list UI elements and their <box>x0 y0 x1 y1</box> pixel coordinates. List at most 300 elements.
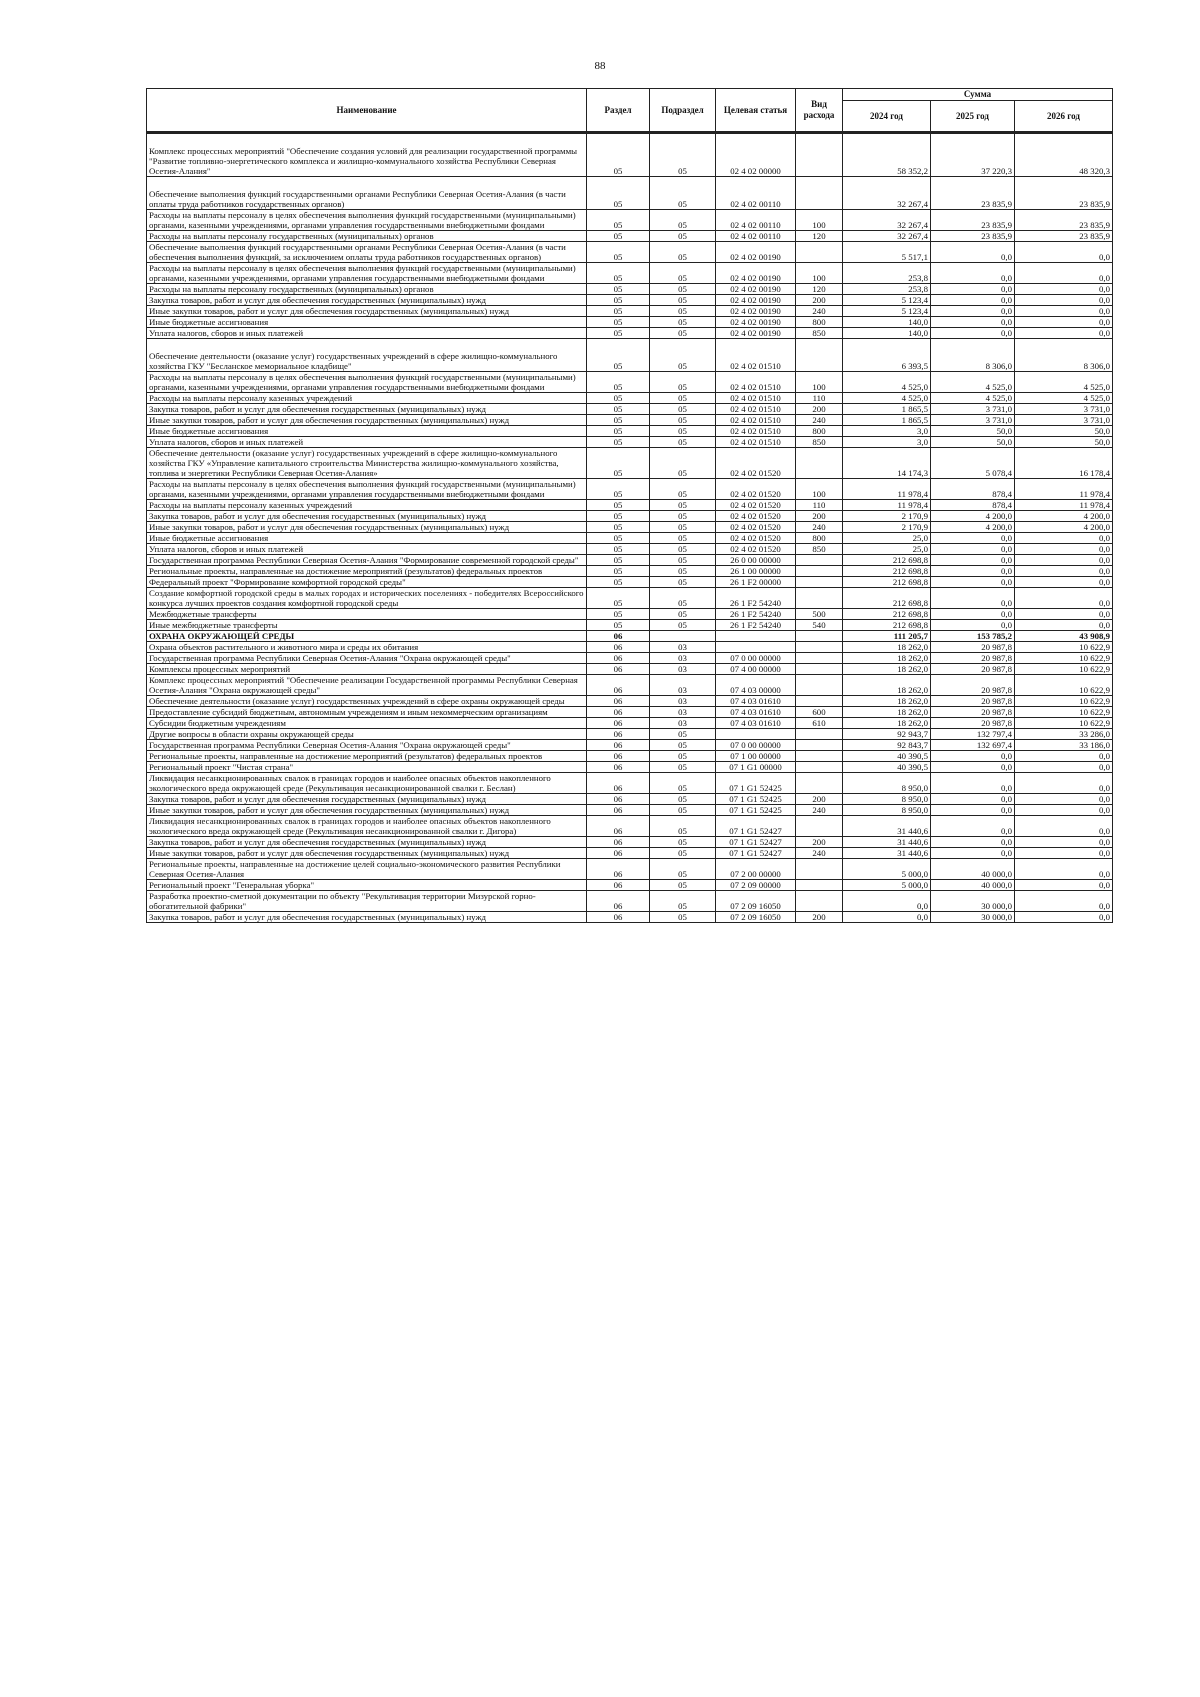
row-subsection: 05 <box>650 133 716 177</box>
row-name: Обеспечение деятельности (оказание услуг) государственных учреждений в сфере жилищно-коммунального хозяйства ГКУ "Бесланское мемориальное кладбище" <box>147 339 587 372</box>
row-section: 06 <box>587 912 650 923</box>
table-row <box>147 816 1113 837</box>
row-name: Закупка товаров, работ и услуг для обеспечения государственных (муниципальных) нужд <box>147 837 587 848</box>
table-row <box>147 891 1113 912</box>
header-year-2025: 2025 год <box>931 101 1015 133</box>
row-expense-type <box>796 880 843 891</box>
table-row <box>147 284 1113 295</box>
row-name: Иные закупки товаров, работ и услуг для обеспечения государственных (муниципальных) нужд <box>147 522 587 533</box>
table-row <box>147 794 1113 805</box>
row-target-article: 02 4 02 01520 <box>716 448 796 479</box>
budget-table <box>146 88 1113 923</box>
row-sum-2026: 0,0 <box>1015 816 1113 837</box>
table-row <box>147 912 1113 923</box>
row-section: 05 <box>587 177 650 210</box>
row-section: 05 <box>587 426 650 437</box>
row-sum-2025: 0,0 <box>931 566 1015 577</box>
row-sum-2025: 878,4 <box>931 500 1015 511</box>
row-section: 06 <box>587 729 650 740</box>
table-row <box>147 328 1113 339</box>
row-subsection: 05 <box>650 306 716 317</box>
row-section: 06 <box>587 880 650 891</box>
row-subsection: 05 <box>650 284 716 295</box>
row-sum-2026: 23 835,9 <box>1015 210 1113 231</box>
row-sum-2025: 0,0 <box>931 577 1015 588</box>
row-sum-2025: 0,0 <box>931 544 1015 555</box>
row-sum-2025: 0,0 <box>931 533 1015 544</box>
row-sum-2025: 20 987,8 <box>931 707 1015 718</box>
table-row <box>147 372 1113 393</box>
row-subsection: 05 <box>650 544 716 555</box>
row-sum-2024: 8 950,0 <box>843 773 931 794</box>
row-sum-2025: 0,0 <box>931 609 1015 620</box>
row-name: Расходы на выплаты персоналу в целях обеспечения выполнения функций государственными (муниципальными) органами, казенными учреждениями, органами управления государственными внебюджетными фондами <box>147 372 587 393</box>
row-subsection: 05 <box>650 891 716 912</box>
row-section: 05 <box>587 133 650 177</box>
row-subsection: 05 <box>650 231 716 242</box>
row-expense-type <box>796 740 843 751</box>
row-sum-2025: 132 697,4 <box>931 740 1015 751</box>
row-name: Субсидии бюджетным учреждениям <box>147 718 587 729</box>
row-expense-type: 200 <box>796 794 843 805</box>
row-expense-type: 240 <box>796 805 843 816</box>
row-target-article: 02 4 02 01520 <box>716 500 796 511</box>
row-section: 06 <box>587 762 650 773</box>
row-section: 05 <box>587 566 650 577</box>
row-section: 05 <box>587 522 650 533</box>
row-sum-2026: 0,0 <box>1015 588 1113 609</box>
row-subsection: 05 <box>650 805 716 816</box>
row-expense-type <box>796 339 843 372</box>
row-sum-2026: 4 525,0 <box>1015 372 1113 393</box>
row-target-article: 02 4 02 00190 <box>716 317 796 328</box>
row-subsection: 05 <box>650 426 716 437</box>
row-sum-2026: 0,0 <box>1015 555 1113 566</box>
row-sum-2024: 5 123,4 <box>843 306 931 317</box>
row-expense-type <box>796 891 843 912</box>
row-expense-type: 240 <box>796 306 843 317</box>
row-section: 05 <box>587 555 650 566</box>
table-row <box>147 740 1113 751</box>
row-sum-2024: 31 440,6 <box>843 816 931 837</box>
row-section: 05 <box>587 577 650 588</box>
row-sum-2024: 18 262,0 <box>843 718 931 729</box>
row-target-article: 02 4 02 00000 <box>716 133 796 177</box>
row-sum-2026: 0,0 <box>1015 533 1113 544</box>
table-row <box>147 664 1113 675</box>
row-name: Ликвидация несанкционированных свалок в границах городов и наиболее опасных объектов накопленного экологического вреда окружающей среде (Рекультивация несанкционированной свалки г. Дигора) <box>147 816 587 837</box>
row-expense-type <box>796 816 843 837</box>
row-sum-2026: 0,0 <box>1015 242 1113 263</box>
row-subsection <box>650 631 716 642</box>
row-section: 05 <box>587 544 650 555</box>
row-section: 05 <box>587 339 650 372</box>
table-row <box>147 773 1113 794</box>
row-sum-2026: 10 622,9 <box>1015 653 1113 664</box>
row-sum-2025: 23 835,9 <box>931 231 1015 242</box>
row-sum-2024: 32 267,4 <box>843 231 931 242</box>
table-body <box>147 133 1113 923</box>
row-sum-2025: 50,0 <box>931 426 1015 437</box>
row-sum-2024: 5 000,0 <box>843 880 931 891</box>
table-row <box>147 317 1113 328</box>
row-name: Расходы на выплаты персоналу в целях обеспечения выполнения функций государственными (муниципальными) органами, казенными учреждениями, органами управления государственными внебюджетными фондами <box>147 210 587 231</box>
row-subsection: 05 <box>650 242 716 263</box>
row-sum-2024: 18 262,0 <box>843 696 931 707</box>
row-subsection: 05 <box>650 794 716 805</box>
row-expense-type <box>796 448 843 479</box>
row-expense-type: 800 <box>796 426 843 437</box>
row-subsection: 05 <box>650 751 716 762</box>
row-sum-2024: 11 978,4 <box>843 479 931 500</box>
table-row <box>147 653 1113 664</box>
row-subsection: 03 <box>650 696 716 707</box>
row-name: Предоставление субсидий бюджетным, автономным учреждениям и иным некоммерческим организациям <box>147 707 587 718</box>
row-name: Региональный проект "Чистая страна" <box>147 762 587 773</box>
row-subsection: 05 <box>650 848 716 859</box>
row-subsection: 05 <box>650 729 716 740</box>
table-row <box>147 837 1113 848</box>
row-section: 05 <box>587 620 650 631</box>
row-sum-2024: 31 440,6 <box>843 837 931 848</box>
row-expense-type: 240 <box>796 522 843 533</box>
row-name: Закупка товаров, работ и услуг для обеспечения государственных (муниципальных) нужд <box>147 404 587 415</box>
row-name: Закупка товаров, работ и услуг для обеспечения государственных (муниципальных) нужд <box>147 295 587 306</box>
row-expense-type: 850 <box>796 544 843 555</box>
row-subsection: 03 <box>650 718 716 729</box>
row-sum-2025: 37 220,3 <box>931 133 1015 177</box>
row-subsection: 03 <box>650 675 716 696</box>
row-name: Охрана объектов растительного и животного мира и среды их обитания <box>147 642 587 653</box>
table-row <box>147 848 1113 859</box>
row-sum-2024: 31 440,6 <box>843 848 931 859</box>
row-expense-type: 110 <box>796 500 843 511</box>
table-row <box>147 729 1113 740</box>
row-sum-2024: 40 390,5 <box>843 762 931 773</box>
row-sum-2024: 2 170,9 <box>843 522 931 533</box>
table-row <box>147 859 1113 880</box>
row-subsection: 05 <box>650 339 716 372</box>
row-target-article: 02 4 02 01520 <box>716 511 796 522</box>
row-expense-type <box>796 664 843 675</box>
row-section: 05 <box>587 284 650 295</box>
row-sum-2026: 0,0 <box>1015 328 1113 339</box>
row-sum-2024: 212 698,8 <box>843 566 931 577</box>
row-section: 05 <box>587 372 650 393</box>
row-subsection: 05 <box>650 210 716 231</box>
row-sum-2025: 30 000,0 <box>931 891 1015 912</box>
row-name: Уплата налогов, сборов и иных платежей <box>147 328 587 339</box>
row-sum-2024: 212 698,8 <box>843 555 931 566</box>
row-expense-type <box>796 762 843 773</box>
row-subsection: 03 <box>650 653 716 664</box>
row-name: Обеспечение выполнения функций государственными органами Республики Северная Осетия-Алания (в части оплаты труда работников государственных органов) <box>147 177 587 210</box>
row-sum-2024: 8 950,0 <box>843 805 931 816</box>
row-section: 05 <box>587 437 650 448</box>
row-subsection: 05 <box>650 404 716 415</box>
row-subsection: 05 <box>650 773 716 794</box>
row-target-article: 07 1 G1 52425 <box>716 773 796 794</box>
row-name: Обеспечение выполнения функций государственными органами Республики Северная Осетия-Алания (в части обеспечения выполнения функций, за исключением оплаты труда работников государственных органов) <box>147 242 587 263</box>
row-subsection: 05 <box>650 816 716 837</box>
row-sum-2025: 20 987,8 <box>931 675 1015 696</box>
row-name: Уплата налогов, сборов и иных платежей <box>147 544 587 555</box>
row-subsection: 05 <box>650 533 716 544</box>
row-sum-2026: 0,0 <box>1015 891 1113 912</box>
row-name: ОХРАНА ОКРУЖАЮЩЕЙ СРЕДЫ <box>147 631 587 642</box>
table-row <box>147 696 1113 707</box>
row-expense-type: 120 <box>796 284 843 295</box>
row-sum-2024: 6 393,5 <box>843 339 931 372</box>
row-subsection: 05 <box>650 837 716 848</box>
row-name: Иные закупки товаров, работ и услуг для обеспечения государственных (муниципальных) нужд <box>147 848 587 859</box>
row-subsection: 05 <box>650 522 716 533</box>
row-sum-2026: 0,0 <box>1015 306 1113 317</box>
row-target-article: 02 4 02 01510 <box>716 415 796 426</box>
row-sum-2024: 18 262,0 <box>843 653 931 664</box>
row-section: 06 <box>587 653 650 664</box>
row-sum-2025: 23 835,9 <box>931 177 1015 210</box>
row-subsection: 05 <box>650 415 716 426</box>
row-sum-2025: 23 835,9 <box>931 210 1015 231</box>
row-sum-2024: 32 267,4 <box>843 177 931 210</box>
row-expense-type <box>796 696 843 707</box>
row-target-article: 02 4 02 01510 <box>716 393 796 404</box>
row-name: Иные бюджетные ассигнования <box>147 317 587 328</box>
row-expense-type <box>796 859 843 880</box>
table-row <box>147 242 1113 263</box>
row-expense-type: 110 <box>796 393 843 404</box>
row-target-article: 02 4 02 01520 <box>716 522 796 533</box>
row-expense-type: 100 <box>796 372 843 393</box>
table-row <box>147 522 1113 533</box>
row-sum-2024: 40 390,5 <box>843 751 931 762</box>
row-name: Комплекс процессных мероприятий "Обеспечение реализации Государственной программы Республики Северная Осетия-Алания "Охрана окружающей среды" <box>147 675 587 696</box>
row-section: 06 <box>587 816 650 837</box>
row-sum-2024: 3,0 <box>843 437 931 448</box>
table-row <box>147 566 1113 577</box>
row-section: 05 <box>587 306 650 317</box>
row-sum-2024: 32 267,4 <box>843 210 931 231</box>
row-name: Иные закупки товаров, работ и услуг для обеспечения государственных (муниципальных) нужд <box>147 805 587 816</box>
row-sum-2026: 0,0 <box>1015 773 1113 794</box>
row-sum-2025: 8 306,0 <box>931 339 1015 372</box>
row-expense-type: 100 <box>796 479 843 500</box>
row-section: 06 <box>587 848 650 859</box>
row-expense-type: 200 <box>796 837 843 848</box>
row-sum-2025: 4 525,0 <box>931 372 1015 393</box>
row-sum-2025: 5 078,4 <box>931 448 1015 479</box>
table-row <box>147 805 1113 816</box>
row-sum-2025: 20 987,8 <box>931 696 1015 707</box>
table-row <box>147 339 1113 372</box>
row-target-article: 07 4 03 01610 <box>716 718 796 729</box>
row-sum-2025: 0,0 <box>931 816 1015 837</box>
row-expense-type: 240 <box>796 848 843 859</box>
row-target-article <box>716 631 796 642</box>
row-target-article: 02 4 02 00190 <box>716 284 796 295</box>
row-sum-2024: 1 865,5 <box>843 404 931 415</box>
row-expense-type <box>796 588 843 609</box>
row-target-article: 26 0 00 00000 <box>716 555 796 566</box>
row-subsection: 05 <box>650 328 716 339</box>
row-name: Расходы на выплаты персоналу казенных учреждений <box>147 393 587 404</box>
row-target-article: 07 1 G1 52427 <box>716 848 796 859</box>
row-sum-2024: 4 525,0 <box>843 393 931 404</box>
row-sum-2024: 92 943,7 <box>843 729 931 740</box>
row-sum-2025: 0,0 <box>931 328 1015 339</box>
row-sum-2025: 20 987,8 <box>931 664 1015 675</box>
row-section: 05 <box>587 415 650 426</box>
table-row <box>147 620 1113 631</box>
row-sum-2025: 20 987,8 <box>931 718 1015 729</box>
row-sum-2026: 0,0 <box>1015 794 1113 805</box>
row-expense-type: 600 <box>796 707 843 718</box>
row-expense-type: 610 <box>796 718 843 729</box>
row-target-article: 07 1 G1 52427 <box>716 837 796 848</box>
row-sum-2025: 4 525,0 <box>931 393 1015 404</box>
row-section: 05 <box>587 588 650 609</box>
row-subsection: 05 <box>650 740 716 751</box>
row-name: Иные бюджетные ассигнования <box>147 533 587 544</box>
row-section: 06 <box>587 707 650 718</box>
row-sum-2026: 8 306,0 <box>1015 339 1113 372</box>
table-row <box>147 762 1113 773</box>
header-target-article: Целевая статья <box>716 89 796 133</box>
row-sum-2024: 111 205,7 <box>843 631 931 642</box>
row-sum-2024: 5 000,0 <box>843 859 931 880</box>
row-sum-2025: 153 785,2 <box>931 631 1015 642</box>
row-expense-type: 850 <box>796 437 843 448</box>
row-name: Иные закупки товаров, работ и услуг для обеспечения государственных (муниципальных) нужд <box>147 415 587 426</box>
row-sum-2025: 30 000,0 <box>931 912 1015 923</box>
row-target-article: 07 4 03 01610 <box>716 707 796 718</box>
table-row <box>147 210 1113 231</box>
row-sum-2026: 10 622,9 <box>1015 707 1113 718</box>
row-sum-2025: 0,0 <box>931 805 1015 816</box>
row-subsection: 05 <box>650 511 716 522</box>
row-target-article: 02 4 02 00110 <box>716 231 796 242</box>
row-sum-2026: 0,0 <box>1015 263 1113 284</box>
row-target-article: 07 2 09 00000 <box>716 880 796 891</box>
row-sum-2025: 0,0 <box>931 848 1015 859</box>
row-subsection: 05 <box>650 393 716 404</box>
row-target-article: 02 4 02 01520 <box>716 533 796 544</box>
row-sum-2024: 212 698,8 <box>843 620 931 631</box>
table-row <box>147 231 1113 242</box>
row-target-article: 02 4 02 01510 <box>716 339 796 372</box>
row-name: Создание комфортной городской среды в малых городах и исторических поселениях - победителях Всероссийского конкурса лучших проектов создания комфортной городской среды <box>147 588 587 609</box>
row-expense-type: 100 <box>796 210 843 231</box>
row-sum-2026: 50,0 <box>1015 426 1113 437</box>
table-row <box>147 295 1113 306</box>
row-sum-2024: 58 352,2 <box>843 133 931 177</box>
row-name: Обеспечение деятельности (оказание услуг) государственных учреждений в сфере охраны окружающей среды <box>147 696 587 707</box>
row-target-article: 07 1 G1 52425 <box>716 805 796 816</box>
row-name: Государственная программа Республики Северная Осетия-Алания "Охрана окружающей среды" <box>147 740 587 751</box>
table-row <box>147 437 1113 448</box>
row-section: 06 <box>587 631 650 642</box>
row-target-article: 26 1 00 00000 <box>716 566 796 577</box>
row-name: Закупка товаров, работ и услуг для обеспечения государственных (муниципальных) нужд <box>147 794 587 805</box>
row-target-article: 02 4 02 00110 <box>716 210 796 231</box>
row-target-article: 07 4 03 00000 <box>716 675 796 696</box>
row-sum-2026: 10 622,9 <box>1015 642 1113 653</box>
row-expense-type: 200 <box>796 404 843 415</box>
row-sum-2026: 4 525,0 <box>1015 393 1113 404</box>
row-expense-type <box>796 566 843 577</box>
row-sum-2024: 212 698,8 <box>843 609 931 620</box>
row-subsection: 03 <box>650 707 716 718</box>
row-expense-type: 120 <box>796 231 843 242</box>
row-subsection: 05 <box>650 555 716 566</box>
row-target-article: 07 4 03 01610 <box>716 696 796 707</box>
row-sum-2026: 48 320,3 <box>1015 133 1113 177</box>
row-sum-2026: 10 622,9 <box>1015 696 1113 707</box>
table-row <box>147 511 1113 522</box>
row-sum-2025: 20 987,8 <box>931 653 1015 664</box>
row-name: Региональные проекты, направленные на достижение мероприятий (результатов) федеральных проектов <box>147 566 587 577</box>
row-target-article: 07 2 09 16050 <box>716 912 796 923</box>
row-sum-2026: 0,0 <box>1015 805 1113 816</box>
row-name: Региональные проекты, направленные на достижение целей социально-экономического развития Республики Северная Осетия-Алания <box>147 859 587 880</box>
row-target-article: 02 4 02 00190 <box>716 242 796 263</box>
row-sum-2025: 0,0 <box>931 751 1015 762</box>
row-subsection: 05 <box>650 609 716 620</box>
row-target-article: 02 4 02 01510 <box>716 372 796 393</box>
row-section: 06 <box>587 675 650 696</box>
row-section: 06 <box>587 805 650 816</box>
row-subsection: 05 <box>650 372 716 393</box>
row-sum-2025: 0,0 <box>931 306 1015 317</box>
row-sum-2026: 0,0 <box>1015 609 1113 620</box>
header-year-2026: 2026 год <box>1015 101 1113 133</box>
row-expense-type: 200 <box>796 295 843 306</box>
table-row <box>147 404 1113 415</box>
row-expense-type <box>796 631 843 642</box>
row-target-article: 07 1 00 00000 <box>716 751 796 762</box>
row-sum-2024: 14 174,3 <box>843 448 931 479</box>
row-section: 05 <box>587 242 650 263</box>
row-expense-type <box>796 773 843 794</box>
row-sum-2025: 0,0 <box>931 794 1015 805</box>
row-sum-2025: 0,0 <box>931 762 1015 773</box>
row-sum-2026: 0,0 <box>1015 566 1113 577</box>
row-sum-2025: 3 731,0 <box>931 415 1015 426</box>
row-name: Расходы на выплаты персоналу казенных учреждений <box>147 500 587 511</box>
row-sum-2026: 4 200,0 <box>1015 522 1113 533</box>
row-sum-2026: 11 978,4 <box>1015 479 1113 500</box>
row-sum-2026: 0,0 <box>1015 848 1113 859</box>
row-sum-2026: 0,0 <box>1015 880 1113 891</box>
table-row <box>147 609 1113 620</box>
row-section: 05 <box>587 609 650 620</box>
table-row <box>147 751 1113 762</box>
row-expense-type: 800 <box>796 317 843 328</box>
row-sum-2026: 0,0 <box>1015 751 1113 762</box>
row-sum-2024: 140,0 <box>843 317 931 328</box>
row-target-article: 02 4 02 00190 <box>716 263 796 284</box>
row-sum-2025: 0,0 <box>931 837 1015 848</box>
row-section: 05 <box>587 479 650 500</box>
row-subsection: 05 <box>650 859 716 880</box>
row-sum-2026: 4 200,0 <box>1015 511 1113 522</box>
row-name: Расходы на выплаты персоналу государственных (муниципальных) органов <box>147 284 587 295</box>
row-section: 06 <box>587 664 650 675</box>
row-section: 06 <box>587 773 650 794</box>
row-sum-2026: 0,0 <box>1015 284 1113 295</box>
table-row <box>147 718 1113 729</box>
